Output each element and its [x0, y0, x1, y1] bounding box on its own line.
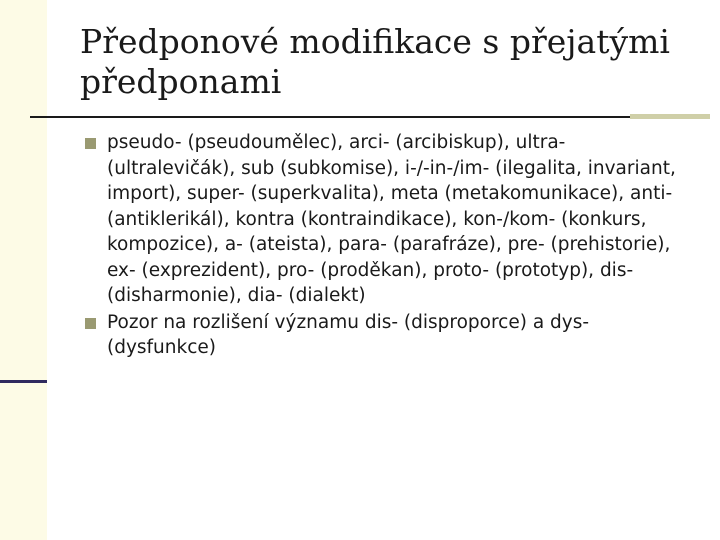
- title-underline: [30, 116, 630, 118]
- slide-title: Předponové modifikace s přejatými předponami: [80, 22, 670, 101]
- bullet-text: Pozor na rozlišení významu dis- (disproporce) a dys- (dysfunkce): [107, 311, 590, 358]
- left-accent-rule: [0, 380, 47, 383]
- square-bullet-icon: [85, 318, 96, 329]
- bullet-item-prefixes: [85, 130, 685, 309]
- bullet-list: [85, 130, 685, 362]
- square-bullet-icon: [85, 138, 96, 149]
- title-underline-accent: [630, 114, 710, 119]
- bullet-text: pseudo- (pseudoumělec), arci- (arcibiskup), ultra- (ultralevičák), sub (subkomise), i-/-in-/im- (ilegalita, invariant, import), super- (superkvalita), meta (metakomunikace), anti- (antiklerikál), kontra (kontraindikace), kon-/kom- (konkurs, kompozice), a- (ateista), para- (parafráze), pre- (prehistorie), ex- (exprezident), pro- (proděkan), proto- (prototyp), dis- (disharmonie), dia- (dialekt): [107, 132, 676, 306]
- bullet-item-note: [85, 310, 685, 361]
- left-decorative-band: [0, 0, 47, 540]
